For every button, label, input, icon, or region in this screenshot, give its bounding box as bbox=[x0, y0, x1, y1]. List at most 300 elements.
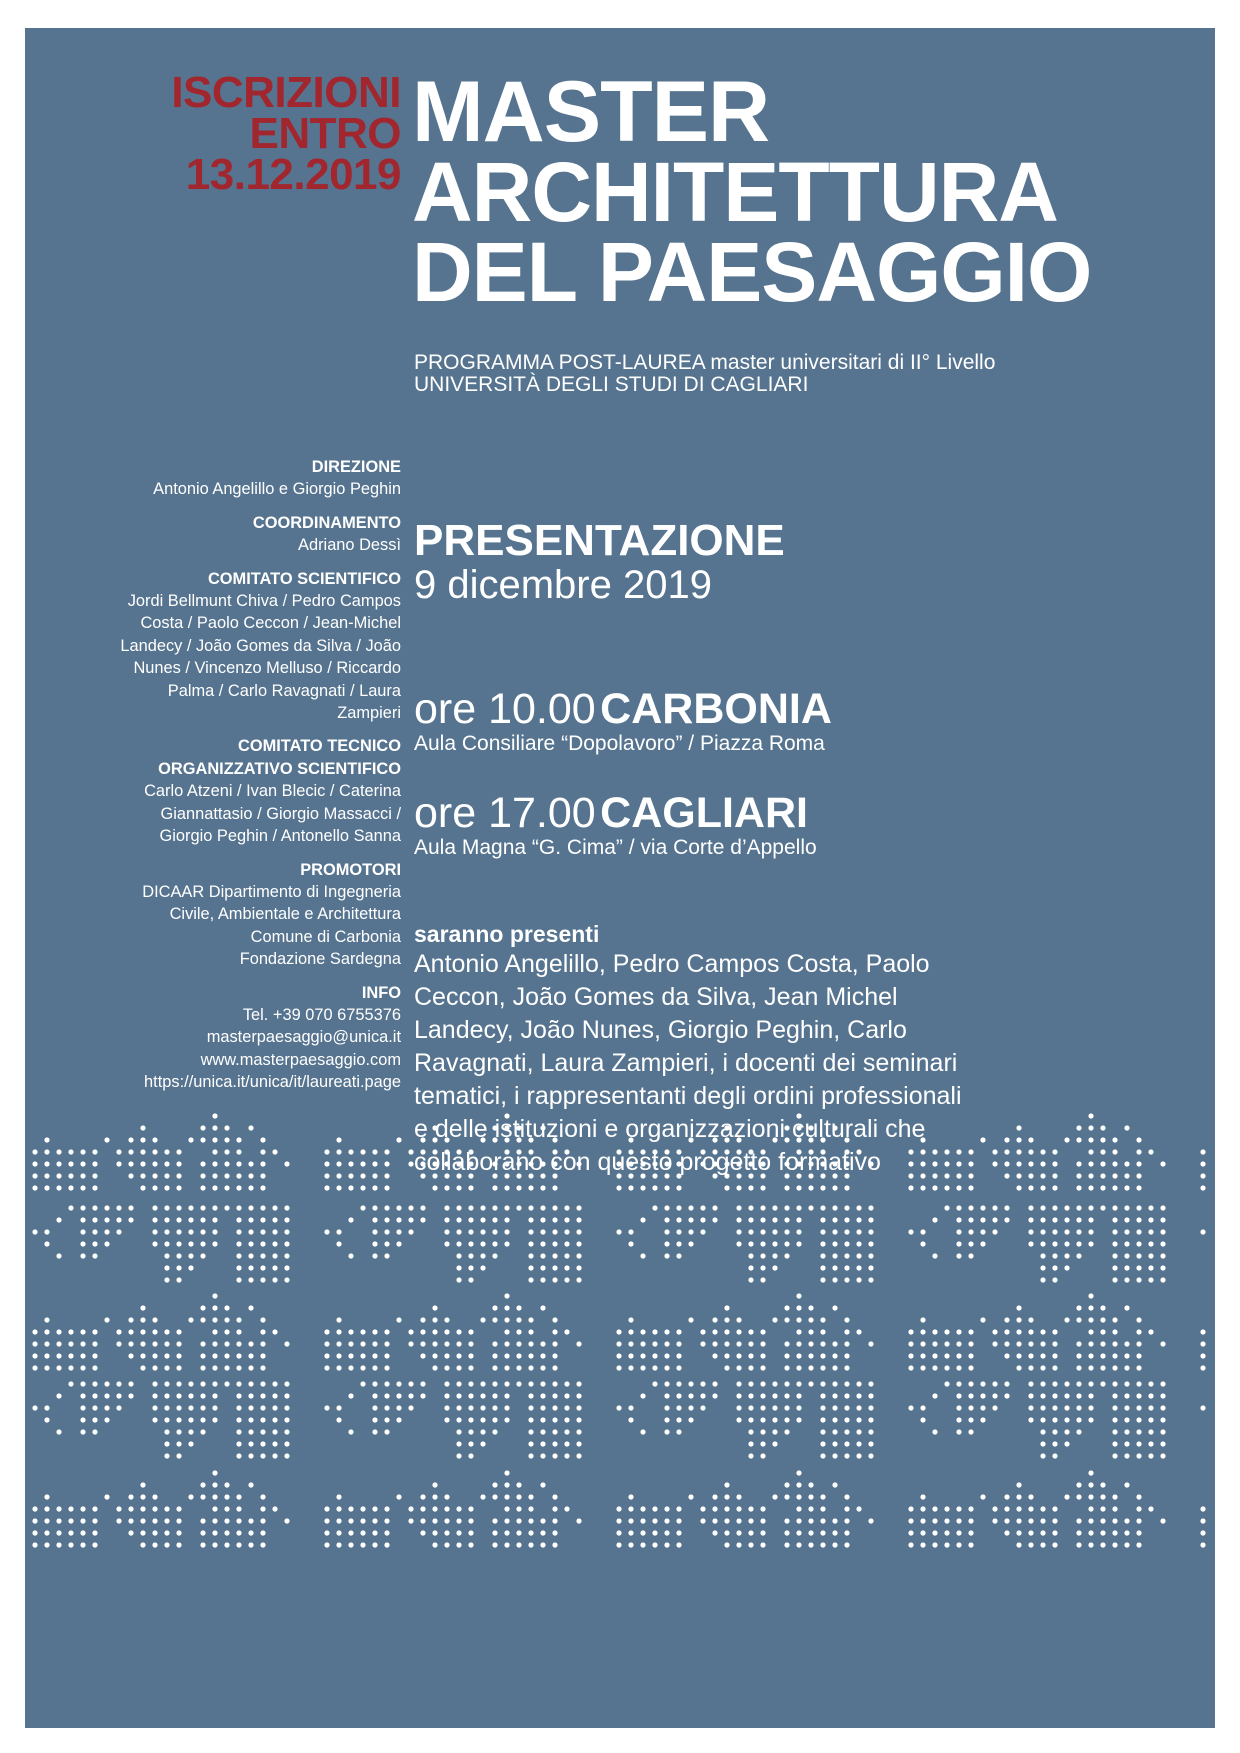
pattern-dot bbox=[176, 1253, 181, 1258]
pattern-dot bbox=[1028, 1506, 1033, 1511]
pattern-dot bbox=[212, 1161, 217, 1166]
pattern-dot bbox=[104, 1205, 109, 1210]
pattern-dot bbox=[80, 1530, 85, 1535]
pattern-dot bbox=[1088, 1518, 1093, 1523]
pattern-dot bbox=[944, 1185, 949, 1190]
pattern-dot bbox=[920, 1405, 925, 1410]
pattern-dot bbox=[552, 1417, 557, 1422]
pattern-dot bbox=[676, 1229, 681, 1234]
pattern-dot bbox=[324, 1173, 329, 1178]
pattern-dot bbox=[480, 1265, 485, 1270]
pattern-dot bbox=[772, 1405, 777, 1410]
event-carbonia bbox=[414, 686, 832, 756]
pattern-dot bbox=[700, 1341, 705, 1346]
pattern-dot bbox=[944, 1341, 949, 1346]
pattern-dot bbox=[176, 1277, 181, 1282]
pattern-dot bbox=[784, 1518, 789, 1523]
pattern-dot bbox=[664, 1253, 669, 1258]
pattern-dot bbox=[712, 1217, 717, 1222]
pattern-dot bbox=[444, 1205, 449, 1210]
pattern-dot bbox=[200, 1518, 205, 1523]
pattern-dot bbox=[688, 1217, 693, 1222]
pattern-dot bbox=[248, 1405, 253, 1410]
pattern-dot bbox=[1028, 1217, 1033, 1222]
pattern-dot bbox=[784, 1217, 789, 1222]
pattern-dot bbox=[748, 1277, 753, 1282]
pattern-dot bbox=[468, 1277, 473, 1282]
pattern-dot bbox=[480, 1405, 485, 1410]
pattern-dot bbox=[1124, 1125, 1129, 1130]
pattern-dot bbox=[808, 1381, 813, 1386]
pattern-dot bbox=[480, 1381, 485, 1386]
pattern-dot bbox=[468, 1518, 473, 1523]
pattern-dot bbox=[56, 1341, 61, 1346]
comitato-scientifico-line: Zampieri bbox=[337, 704, 401, 723]
pattern-dot bbox=[384, 1405, 389, 1410]
pattern-dot bbox=[336, 1317, 341, 1322]
pattern-dot bbox=[1076, 1405, 1081, 1410]
pattern-dot bbox=[432, 1365, 437, 1370]
pattern-dot bbox=[576, 1518, 581, 1523]
pattern-dot bbox=[80, 1542, 85, 1547]
pattern-dot bbox=[236, 1393, 241, 1398]
pattern-dot bbox=[748, 1205, 753, 1210]
pattern-dot bbox=[212, 1506, 217, 1511]
pattern-dot bbox=[200, 1530, 205, 1535]
pattern-dot bbox=[1040, 1417, 1045, 1422]
pattern-dot bbox=[552, 1353, 557, 1358]
pattern-dot bbox=[200, 1353, 205, 1358]
pattern-dot bbox=[128, 1137, 133, 1142]
deadline-date: 13.12.2019 bbox=[185, 150, 401, 199]
pattern-dot bbox=[468, 1441, 473, 1446]
pattern-dot bbox=[1004, 1329, 1009, 1334]
pattern-dot bbox=[284, 1253, 289, 1258]
pattern-dot bbox=[616, 1365, 621, 1370]
pattern-dot bbox=[92, 1381, 97, 1386]
pattern-dot bbox=[1124, 1305, 1129, 1310]
pattern-dot bbox=[808, 1506, 813, 1511]
pattern-dot bbox=[1200, 1341, 1205, 1346]
pattern-dot bbox=[456, 1417, 461, 1422]
pattern-dot bbox=[1124, 1205, 1129, 1210]
pattern-dot bbox=[832, 1429, 837, 1434]
pattern-dot bbox=[700, 1217, 705, 1222]
pattern-dot bbox=[1028, 1365, 1033, 1370]
pattern-dot bbox=[1160, 1381, 1165, 1386]
pattern-dot bbox=[676, 1341, 681, 1346]
pattern-dot bbox=[1052, 1265, 1057, 1270]
pattern-dot bbox=[1040, 1405, 1045, 1410]
pattern-dot bbox=[1136, 1405, 1141, 1410]
pattern-dot bbox=[760, 1441, 765, 1446]
pattern-dot bbox=[956, 1205, 961, 1210]
pattern-dot bbox=[32, 1161, 37, 1166]
pattern-dot bbox=[1100, 1365, 1105, 1370]
pattern-dot bbox=[44, 1353, 49, 1358]
pattern-dot bbox=[212, 1205, 217, 1210]
pattern-dot bbox=[468, 1353, 473, 1358]
pattern-dot bbox=[856, 1429, 861, 1434]
pattern-dot bbox=[420, 1518, 425, 1523]
pattern-dot bbox=[284, 1241, 289, 1246]
pattern-dot bbox=[1148, 1253, 1153, 1258]
pattern-dot bbox=[1028, 1241, 1033, 1246]
pattern-dot bbox=[456, 1518, 461, 1523]
pattern-dot bbox=[528, 1453, 533, 1458]
pattern-dot bbox=[248, 1429, 253, 1434]
pattern-dot bbox=[420, 1530, 425, 1535]
attendees-block bbox=[414, 920, 1094, 1179]
pattern-dot bbox=[92, 1185, 97, 1190]
pattern-dot bbox=[1100, 1482, 1105, 1487]
pattern-dot bbox=[652, 1518, 657, 1523]
pattern-dot bbox=[456, 1185, 461, 1190]
pattern-dot bbox=[56, 1161, 61, 1166]
pattern-dot bbox=[540, 1453, 545, 1458]
pattern-dot bbox=[260, 1149, 265, 1154]
pattern-dot bbox=[1076, 1381, 1081, 1386]
pattern-dot bbox=[236, 1530, 241, 1535]
pattern-dot bbox=[844, 1217, 849, 1222]
pattern-dot bbox=[1148, 1229, 1153, 1234]
pattern-dot bbox=[224, 1482, 229, 1487]
pattern-dot bbox=[1124, 1453, 1129, 1458]
pattern-dot bbox=[736, 1229, 741, 1234]
pattern-dot bbox=[772, 1429, 777, 1434]
pattern-dot bbox=[128, 1518, 133, 1523]
pattern-dot bbox=[796, 1365, 801, 1370]
pattern-dot bbox=[932, 1429, 937, 1434]
pattern-dot bbox=[1124, 1381, 1129, 1386]
pattern-dot bbox=[468, 1417, 473, 1422]
pattern-dot bbox=[456, 1353, 461, 1358]
pattern-dot bbox=[772, 1417, 777, 1422]
pattern-dot bbox=[468, 1205, 473, 1210]
pattern-dot bbox=[200, 1365, 205, 1370]
pattern-dot bbox=[56, 1365, 61, 1370]
pattern-dot bbox=[712, 1506, 717, 1511]
pattern-dot bbox=[628, 1241, 633, 1246]
pattern-dot bbox=[272, 1453, 277, 1458]
pattern-dot bbox=[796, 1530, 801, 1535]
pattern-dot bbox=[1124, 1217, 1129, 1222]
pattern-dot bbox=[260, 1185, 265, 1190]
pattern-dot bbox=[832, 1217, 837, 1222]
pattern-dot bbox=[1004, 1217, 1009, 1222]
pattern-dot bbox=[44, 1542, 49, 1547]
presentation-date: 9 dicembre 2019 bbox=[414, 563, 712, 607]
pattern-dot bbox=[164, 1205, 169, 1210]
pattern-dot bbox=[920, 1241, 925, 1246]
pattern-dot bbox=[336, 1149, 341, 1154]
pattern-dot bbox=[844, 1417, 849, 1422]
pattern-dot bbox=[724, 1542, 729, 1547]
pattern-dot bbox=[516, 1542, 521, 1547]
deadline-line-2: ENTRO bbox=[249, 109, 401, 158]
pattern-dot bbox=[844, 1381, 849, 1386]
pattern-dot bbox=[272, 1506, 277, 1511]
pattern-dot bbox=[372, 1161, 377, 1166]
pattern-dot bbox=[200, 1253, 205, 1258]
pattern-dot bbox=[1040, 1393, 1045, 1398]
pattern-dot bbox=[372, 1329, 377, 1334]
pattern-dot bbox=[1016, 1185, 1021, 1190]
pattern-dot bbox=[384, 1173, 389, 1178]
pattern-dot bbox=[784, 1205, 789, 1210]
pattern-dot bbox=[808, 1353, 813, 1358]
pattern-dot bbox=[856, 1205, 861, 1210]
pattern-dot bbox=[68, 1506, 73, 1511]
pattern-dot bbox=[80, 1393, 85, 1398]
pattern-dot bbox=[1124, 1173, 1129, 1178]
pattern-dot bbox=[1076, 1341, 1081, 1346]
pattern-dot bbox=[540, 1405, 545, 1410]
pattern-dot bbox=[1112, 1229, 1117, 1234]
pattern-dot bbox=[920, 1417, 925, 1422]
pattern-dot bbox=[1088, 1353, 1093, 1358]
pattern-dot bbox=[444, 1341, 449, 1346]
pattern-dot bbox=[1136, 1277, 1141, 1282]
pattern-dot bbox=[576, 1429, 581, 1434]
pattern-dot bbox=[968, 1506, 973, 1511]
pattern-dot bbox=[236, 1429, 241, 1434]
pattern-dot bbox=[1004, 1381, 1009, 1386]
pattern-dot bbox=[164, 1405, 169, 1410]
pattern-dot bbox=[724, 1341, 729, 1346]
pattern-dot bbox=[212, 1317, 217, 1322]
pattern-dot bbox=[1016, 1530, 1021, 1535]
pattern-dot bbox=[844, 1205, 849, 1210]
pattern-dot bbox=[652, 1205, 657, 1210]
pattern-dot bbox=[712, 1518, 717, 1523]
pattern-dot bbox=[212, 1417, 217, 1422]
pattern-dot bbox=[712, 1393, 717, 1398]
pattern-dot bbox=[444, 1241, 449, 1246]
pattern-dot bbox=[372, 1417, 377, 1422]
pattern-dot bbox=[116, 1161, 121, 1166]
pattern-dot bbox=[700, 1518, 705, 1523]
pattern-dot bbox=[468, 1241, 473, 1246]
pattern-dot bbox=[1040, 1530, 1045, 1535]
pattern-dot bbox=[992, 1205, 997, 1210]
pattern-dot bbox=[200, 1417, 205, 1422]
pattern-dot bbox=[1112, 1277, 1117, 1282]
pattern-dot bbox=[372, 1506, 377, 1511]
pattern-dot bbox=[1112, 1381, 1117, 1386]
pattern-dot bbox=[652, 1381, 657, 1386]
pattern-dot bbox=[1088, 1470, 1093, 1475]
pattern-dot bbox=[284, 1405, 289, 1410]
pattern-dot bbox=[1200, 1530, 1205, 1535]
pattern-dot bbox=[1100, 1137, 1105, 1142]
pattern-dot bbox=[492, 1542, 497, 1547]
promotori-line: Fondazione Sardegna bbox=[239, 950, 401, 969]
pattern-dot bbox=[796, 1470, 801, 1475]
title-architettura: ARCHITETTURA bbox=[412, 145, 1058, 239]
pattern-dot bbox=[248, 1241, 253, 1246]
pattern-dot bbox=[504, 1305, 509, 1310]
pattern-dot bbox=[712, 1341, 717, 1346]
pattern-dot bbox=[832, 1482, 837, 1487]
pattern-dot bbox=[1100, 1317, 1105, 1322]
pattern-dot bbox=[1040, 1365, 1045, 1370]
pattern-dot bbox=[348, 1518, 353, 1523]
pattern-dot bbox=[540, 1482, 545, 1487]
pattern-dot bbox=[200, 1185, 205, 1190]
pattern-dot bbox=[444, 1365, 449, 1370]
pattern-dot bbox=[248, 1353, 253, 1358]
pattern-dot bbox=[1028, 1542, 1033, 1547]
pattern-dot bbox=[80, 1149, 85, 1154]
pattern-dot bbox=[1040, 1329, 1045, 1334]
pattern-dot bbox=[1088, 1494, 1093, 1499]
pattern-dot bbox=[1100, 1161, 1105, 1166]
pattern-dot bbox=[236, 1205, 241, 1210]
pattern-dot bbox=[260, 1253, 265, 1258]
pattern-dot bbox=[272, 1405, 277, 1410]
pattern-dot bbox=[760, 1265, 765, 1270]
pattern-dot bbox=[480, 1494, 485, 1499]
pattern-dot bbox=[784, 1494, 789, 1499]
pattern-dot bbox=[1076, 1429, 1081, 1434]
pattern-dot bbox=[1064, 1217, 1069, 1222]
pattern-dot bbox=[1148, 1329, 1153, 1334]
pattern-dot bbox=[44, 1417, 49, 1422]
pattern-dot bbox=[784, 1305, 789, 1310]
pattern-dot bbox=[968, 1205, 973, 1210]
pattern-dot bbox=[676, 1405, 681, 1410]
pattern-dot bbox=[844, 1341, 849, 1346]
pattern-dot bbox=[56, 1518, 61, 1523]
pattern-dot bbox=[676, 1393, 681, 1398]
pattern-dot bbox=[540, 1185, 545, 1190]
pattern-dot bbox=[200, 1494, 205, 1499]
pattern-dot bbox=[784, 1229, 789, 1234]
pattern-dot bbox=[1124, 1353, 1129, 1358]
pattern-dot bbox=[736, 1329, 741, 1334]
pattern-dot bbox=[384, 1381, 389, 1386]
pattern-dot bbox=[432, 1353, 437, 1358]
pattern-dot bbox=[652, 1353, 657, 1358]
pattern-dot bbox=[944, 1542, 949, 1547]
pattern-dot bbox=[760, 1530, 765, 1535]
pattern-dot bbox=[1112, 1241, 1117, 1246]
pattern-dot bbox=[784, 1405, 789, 1410]
pattern-dot bbox=[1136, 1341, 1141, 1346]
pattern-dot bbox=[712, 1530, 717, 1535]
pattern-dot bbox=[68, 1173, 73, 1178]
pattern-dot bbox=[1004, 1494, 1009, 1499]
pattern-dot bbox=[188, 1205, 193, 1210]
pattern-dot bbox=[248, 1482, 253, 1487]
pattern-dot bbox=[408, 1205, 413, 1210]
pattern-dot bbox=[212, 1217, 217, 1222]
pattern-dot bbox=[200, 1429, 205, 1434]
pattern-dot bbox=[444, 1506, 449, 1511]
pattern-dot bbox=[480, 1229, 485, 1234]
pattern-dot bbox=[1004, 1353, 1009, 1358]
pattern-dot bbox=[540, 1417, 545, 1422]
pattern-dot bbox=[1160, 1441, 1165, 1446]
pattern-dot bbox=[724, 1185, 729, 1190]
pattern-dot bbox=[540, 1429, 545, 1434]
pattern-dot bbox=[164, 1381, 169, 1386]
pattern-dot bbox=[516, 1482, 521, 1487]
pattern-dot bbox=[968, 1217, 973, 1222]
pattern-dot bbox=[1160, 1393, 1165, 1398]
pattern-dot bbox=[856, 1277, 861, 1282]
pattern-dot bbox=[528, 1530, 533, 1535]
pattern-dot bbox=[784, 1542, 789, 1547]
pattern-dot bbox=[1088, 1229, 1093, 1234]
pattern-dot bbox=[664, 1518, 669, 1523]
pattern-dot bbox=[700, 1205, 705, 1210]
pattern-dot bbox=[796, 1341, 801, 1346]
pattern-dot bbox=[504, 1217, 509, 1222]
pattern-dot bbox=[348, 1341, 353, 1346]
pattern-dot bbox=[1160, 1277, 1165, 1282]
pattern-dot bbox=[528, 1341, 533, 1346]
pattern-dot bbox=[44, 1494, 49, 1499]
pattern-dot bbox=[516, 1205, 521, 1210]
pattern-dot bbox=[616, 1530, 621, 1535]
pattern-dot bbox=[492, 1530, 497, 1535]
pattern-dot bbox=[396, 1229, 401, 1234]
pattern-dot bbox=[1016, 1353, 1021, 1358]
pattern-dot bbox=[576, 1217, 581, 1222]
pattern-dot bbox=[868, 1241, 873, 1246]
pattern-dot bbox=[92, 1353, 97, 1358]
pattern-dot bbox=[236, 1317, 241, 1322]
pattern-dot bbox=[552, 1393, 557, 1398]
pattern-dot bbox=[260, 1173, 265, 1178]
pattern-dot bbox=[712, 1317, 717, 1322]
pattern-dot bbox=[360, 1518, 365, 1523]
pattern-dot bbox=[1052, 1341, 1057, 1346]
pattern-dot bbox=[1148, 1441, 1153, 1446]
pattern-dot bbox=[1064, 1381, 1069, 1386]
pattern-dot bbox=[856, 1506, 861, 1511]
pattern-dot bbox=[236, 1217, 241, 1222]
pattern-dot bbox=[724, 1482, 729, 1487]
pattern-dot bbox=[176, 1185, 181, 1190]
pattern-dot bbox=[348, 1393, 353, 1398]
pattern-dot bbox=[920, 1506, 925, 1511]
pattern-dot bbox=[468, 1393, 473, 1398]
pattern-dot bbox=[1160, 1417, 1165, 1422]
pattern-dot bbox=[676, 1530, 681, 1535]
pattern-dot bbox=[80, 1381, 85, 1386]
pattern-dot bbox=[372, 1229, 377, 1234]
pattern-dot bbox=[748, 1229, 753, 1234]
pattern-dot bbox=[736, 1393, 741, 1398]
pattern-dot bbox=[516, 1185, 521, 1190]
pattern-dot bbox=[504, 1470, 509, 1475]
pattern-dot bbox=[128, 1530, 133, 1535]
pattern-dot bbox=[1136, 1530, 1141, 1535]
pattern-dot bbox=[980, 1417, 985, 1422]
pattern-dot bbox=[1160, 1453, 1165, 1458]
pattern-dot bbox=[1052, 1253, 1057, 1258]
pattern-dot bbox=[396, 1494, 401, 1499]
pattern-dot bbox=[1136, 1365, 1141, 1370]
pattern-dot bbox=[664, 1542, 669, 1547]
pattern-dot bbox=[384, 1393, 389, 1398]
pattern-dot bbox=[68, 1341, 73, 1346]
pattern-dot bbox=[1148, 1277, 1153, 1282]
pattern-dot bbox=[116, 1229, 121, 1234]
